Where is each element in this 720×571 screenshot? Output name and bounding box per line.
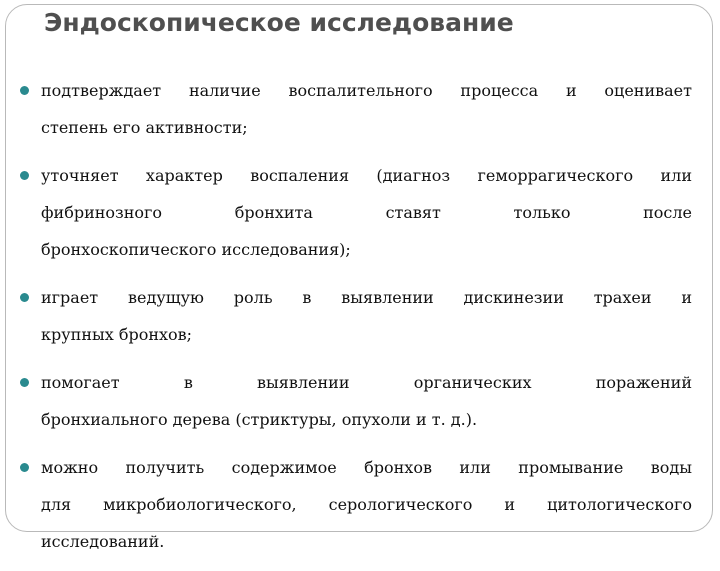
bullet-line: помогает в выявлении органических поражений — [41, 373, 692, 392]
bullet-text — [41, 157, 692, 268]
bullet-dot-icon — [20, 293, 29, 302]
bullet-item — [20, 449, 692, 560]
bullet-line: уточняет характер воспаления (диагноз геморрагического или — [41, 166, 692, 185]
bullet-line: бронхоскопического исследования); — [41, 240, 351, 259]
bullet-item — [20, 364, 692, 438]
bullet-item — [20, 157, 692, 268]
bullet-line: степень его активности; — [41, 118, 248, 137]
bullet-line: подтверждает наличие воспалительного процесса и оценивает — [41, 81, 692, 100]
bullet-text — [41, 72, 692, 146]
bullet-list — [20, 72, 692, 571]
bullet-dot-icon — [20, 171, 29, 180]
bullet-text — [41, 364, 692, 438]
bullet-line: можно получить содержимое бронхов или промывание воды — [41, 458, 692, 477]
bullet-dot-icon — [20, 378, 29, 387]
bullet-line: крупных бронхов; — [41, 325, 193, 344]
bullet-line: фибринозного бронхита ставят только после — [41, 203, 692, 222]
bullet-item — [20, 72, 692, 146]
bullet-line: бронхиального дерева (стриктуры, опухоли и т. д.). — [41, 410, 478, 429]
bullet-dot-icon — [20, 463, 29, 472]
slide-title: Эндоскопическое исследование — [44, 8, 514, 37]
bullet-text — [41, 449, 692, 560]
bullet-line: для микробиологического, серологического и цитологического — [41, 495, 692, 514]
bullet-line: исследований. — [41, 532, 165, 551]
bullet-line: играет ведущую роль в выявлении дискинезии трахеи и — [41, 288, 692, 307]
bullet-dot-icon — [20, 86, 29, 95]
bullet-text — [41, 279, 692, 353]
bullet-item — [20, 279, 692, 353]
